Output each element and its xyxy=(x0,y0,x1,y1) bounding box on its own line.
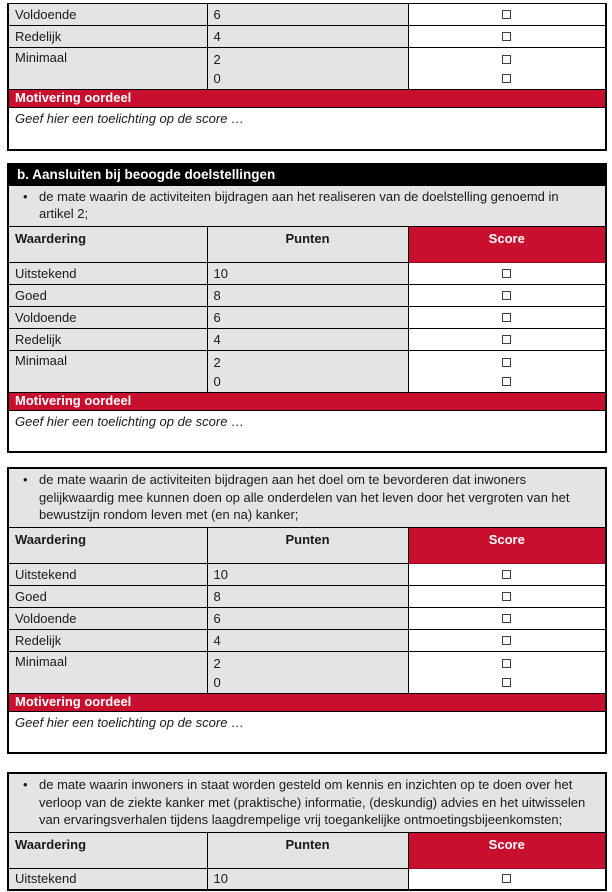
rating-points: 6 xyxy=(207,4,408,26)
score-checkbox[interactable] xyxy=(502,659,511,668)
score-table-section-b xyxy=(7,163,607,454)
score-header: Score xyxy=(408,527,606,563)
motivering-label: Motivering oordeel xyxy=(8,392,606,410)
score-cell xyxy=(408,4,606,26)
rating-row-minimaal xyxy=(8,48,606,90)
score-cell xyxy=(408,26,606,48)
score-cell xyxy=(408,868,606,890)
rating-label: Redelijk xyxy=(8,629,207,651)
rating-points: 10 xyxy=(207,262,408,284)
rating-label: Goed xyxy=(8,284,207,306)
rating-row-minimaal xyxy=(8,651,606,693)
score-checkbox[interactable] xyxy=(502,592,511,601)
section-title: b. Aansluiten bij beoogde doelstellingen xyxy=(8,164,606,186)
score-checkbox[interactable] xyxy=(502,291,511,300)
rating-label: Voldoende xyxy=(8,306,207,328)
score-table-criterion-2 xyxy=(7,467,607,754)
score-checkbox[interactable] xyxy=(502,335,511,344)
rating-row xyxy=(8,328,606,350)
motivering-input-row xyxy=(8,410,606,452)
rating-points-dual xyxy=(207,651,408,693)
rating-points: 6 xyxy=(207,607,408,629)
rating-points: 10 xyxy=(207,563,408,585)
punten-header: Punten xyxy=(207,527,408,563)
score-table-top-partial xyxy=(7,3,607,151)
score-cell xyxy=(408,306,606,328)
score-checkbox[interactable] xyxy=(502,269,511,278)
score-checkbox[interactable] xyxy=(502,874,511,883)
score-checkbox[interactable] xyxy=(502,614,511,623)
motivering-label: Motivering oordeel xyxy=(8,693,606,711)
rating-label: Goed xyxy=(8,585,207,607)
waardering-header: Waardering xyxy=(8,226,207,262)
rating-points-alt: 0 xyxy=(213,71,221,86)
rating-label: Uitstekend xyxy=(8,563,207,585)
rating-points: 4 xyxy=(207,26,408,48)
score-cell xyxy=(408,629,606,651)
criterion-text: • de mate waarin inwoners in staat worden gesteld om kennis en inzichten op te doen over het verloop van de ziekte kanker met (praktische) informatie, (deskundig) advies en het uitwisselen van ervaringsverhalen tijdens laagdrempelige vrij toegankelijke ontmoetingsbijeenkomsten; xyxy=(9,776,591,829)
score-cell xyxy=(408,563,606,585)
rating-row xyxy=(8,868,606,890)
score-checkbox[interactable] xyxy=(502,570,511,579)
criterion-row xyxy=(8,185,606,226)
column-header-row xyxy=(8,527,606,563)
score-table-criterion-3 xyxy=(7,772,607,891)
score-cell-dual xyxy=(408,48,606,90)
score-cell xyxy=(408,262,606,284)
criterion-text: • de mate waarin de activiteiten bijdragen aan het realiseren van de doelstelling genoemd in artikel 2; xyxy=(9,188,591,223)
rating-row xyxy=(8,26,606,48)
score-cell xyxy=(408,328,606,350)
rating-row xyxy=(8,262,606,284)
rating-points: 10 xyxy=(207,868,408,890)
motivering-header-row xyxy=(8,392,606,410)
rating-row xyxy=(8,284,606,306)
score-cell-dual xyxy=(408,651,606,693)
score-cell xyxy=(408,284,606,306)
score-checkbox[interactable] xyxy=(502,358,511,367)
score-checkbox[interactable] xyxy=(502,74,511,83)
score-checkbox[interactable] xyxy=(502,377,511,386)
score-header: Score xyxy=(408,226,606,262)
motivering-input[interactable]: Geef hier een toelichting op de score … xyxy=(8,711,606,753)
criterion-row xyxy=(8,773,606,832)
motivering-input[interactable]: Geef hier een toelichting op de score … xyxy=(8,108,606,150)
column-header-row xyxy=(8,226,606,262)
rating-points: 6 xyxy=(207,306,408,328)
section-header-row xyxy=(8,164,606,186)
rating-label: Minimaal xyxy=(8,350,207,392)
rating-points-dual xyxy=(207,48,408,90)
rating-points: 2 xyxy=(213,655,221,671)
rating-label: Voldoende xyxy=(8,4,207,26)
score-checkbox[interactable] xyxy=(502,32,511,41)
score-checkbox[interactable] xyxy=(502,636,511,645)
waardering-header: Waardering xyxy=(8,832,207,868)
motivering-input[interactable]: Geef hier een toelichting op de score … xyxy=(8,410,606,452)
motivering-input-row xyxy=(8,108,606,150)
rating-points-dual xyxy=(207,350,408,392)
motivering-header-row xyxy=(8,90,606,108)
rating-label: Voldoende xyxy=(8,607,207,629)
motivering-input-row xyxy=(8,711,606,753)
punten-header: Punten xyxy=(207,226,408,262)
rating-row-minimaal xyxy=(8,350,606,392)
rating-points: 2 xyxy=(213,354,221,370)
motivering-label: Motivering oordeel xyxy=(8,90,606,108)
rating-points: 4 xyxy=(207,629,408,651)
criterion-row xyxy=(8,468,606,527)
rating-row xyxy=(8,607,606,629)
rating-label: Uitstekend xyxy=(8,262,207,284)
score-cell-dual xyxy=(408,350,606,392)
column-header-row xyxy=(8,832,606,868)
rating-points-alt: 0 xyxy=(213,674,221,690)
rating-points: 8 xyxy=(207,284,408,306)
rating-row xyxy=(8,585,606,607)
score-header: Score xyxy=(408,832,606,868)
rating-row xyxy=(8,629,606,651)
rating-label: Redelijk xyxy=(8,328,207,350)
rating-label: Minimaal xyxy=(8,651,207,693)
score-checkbox[interactable] xyxy=(502,313,511,322)
motivering-header-row xyxy=(8,693,606,711)
rating-points-alt: 0 xyxy=(213,373,221,389)
rating-points: 2 xyxy=(213,52,221,67)
score-cell xyxy=(408,607,606,629)
rating-label: Minimaal xyxy=(8,48,207,90)
waardering-header: Waardering xyxy=(8,527,207,563)
rating-label: Redelijk xyxy=(8,26,207,48)
rating-row xyxy=(8,563,606,585)
score-cell xyxy=(408,585,606,607)
score-checkbox[interactable] xyxy=(502,10,511,19)
rating-row xyxy=(8,306,606,328)
score-checkbox[interactable] xyxy=(502,55,511,64)
score-checkbox[interactable] xyxy=(502,678,511,687)
punten-header: Punten xyxy=(207,832,408,868)
rating-points: 8 xyxy=(207,585,408,607)
criterion-text: • de mate waarin de activiteiten bijdragen aan het doel om te bevorderen dat inwoners gelijkwaardig mee kunnen doen op alle onderdelen van het leven door het vergroten van het bewustzijn rondom leven met (en na) kanker; xyxy=(9,471,591,524)
rating-row xyxy=(8,4,606,26)
rating-label: Uitstekend xyxy=(8,868,207,890)
rating-points: 4 xyxy=(207,328,408,350)
